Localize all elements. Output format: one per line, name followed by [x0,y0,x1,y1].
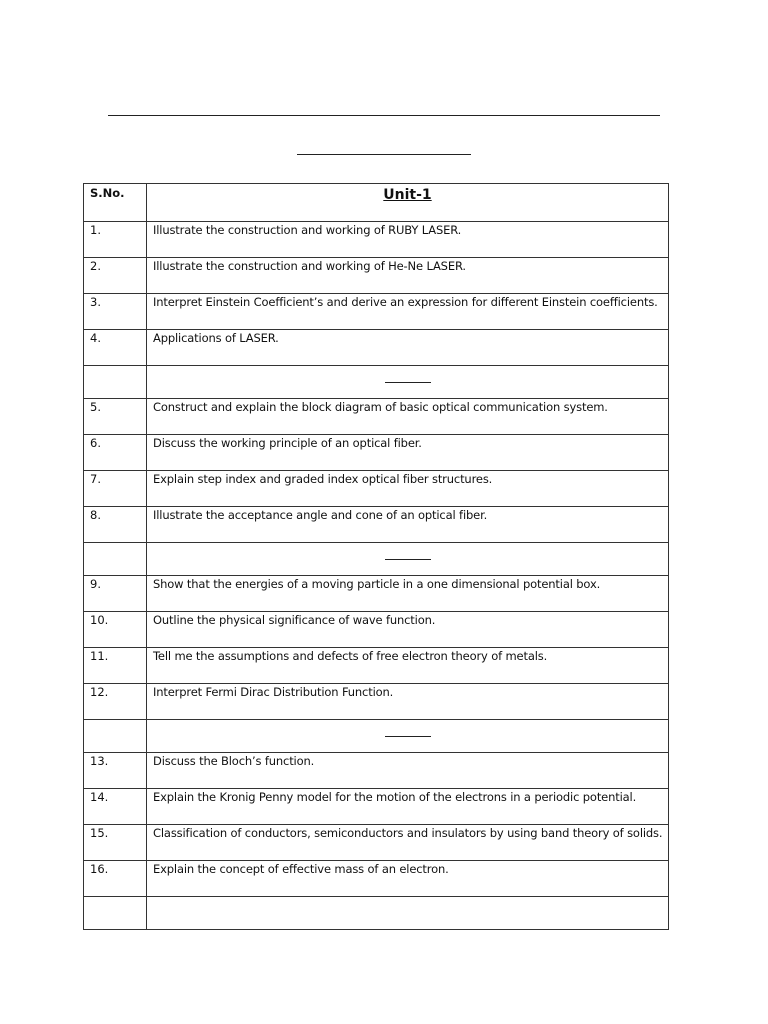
question-row [84,861,669,897]
question-number: 2. [84,258,147,294]
question-text: Discuss the working principle of an optical fiber. [147,435,669,471]
question-text: Discuss the Bloch’s function. [147,753,669,789]
table-header-row [84,184,669,222]
question-text: Tell me the assumptions and defects of free electron theory of metals. [147,648,669,684]
question-row [84,507,669,543]
question-row [84,825,669,861]
question-number: 5. [84,399,147,435]
question-number: 7. [84,471,147,507]
separator-empty-cell [84,897,147,930]
separator-cell [147,543,669,576]
question-row [84,612,669,648]
separator-cell [147,720,669,753]
question-row [84,789,669,825]
separator-empty-cell [84,543,147,576]
question-row [84,294,669,330]
separator-empty-cell [84,366,147,399]
separator-empty-cell [84,720,147,753]
question-number: 8. [84,507,147,543]
section-heading-line [385,736,431,737]
question-number: 3. [84,294,147,330]
question-row [84,330,669,366]
section-heading-line [385,382,431,383]
question-text: Illustrate the acceptance angle and cone of an optical fiber. [147,507,669,543]
question-row [84,684,669,720]
question-number: 4. [84,330,147,366]
question-text: Explain the Kronig Penny model for the motion of the electrons in a periodic potential. [147,789,669,825]
question-row [84,258,669,294]
question-number: 6. [84,435,147,471]
question-text: Interpret Einstein Coefficient’s and derive an expression for different Einstein coefficients. [147,294,669,330]
question-text: Applications of LASER. [147,330,669,366]
question-text: Illustrate the construction and working of RUBY LASER. [147,222,669,258]
question-text: Classification of conductors, semiconductors and insulators by using band theory of solids. [147,825,669,861]
question-row [84,471,669,507]
unit-heading: Unit-1 [383,187,432,203]
question-text: Explain the concept of effective mass of an electron. [147,861,669,897]
question-text: Show that the energies of a moving particle in a one dimensional potential box. [147,576,669,612]
section-heading-line [385,559,431,560]
separator-cell [147,897,669,930]
section-separator-row [84,366,669,399]
question-number: 14. [84,789,147,825]
question-text: Explain step index and graded index optical fiber structures. [147,471,669,507]
question-number: 15. [84,825,147,861]
top-horizontal-rule [108,115,660,116]
question-table-body [84,184,669,930]
question-text: Outline the physical significance of wave function. [147,612,669,648]
question-text: Interpret Fermi Dirac Distribution Function. [147,684,669,720]
section-separator-row [84,897,669,930]
question-number: 1. [84,222,147,258]
question-number: 13. [84,753,147,789]
subtitle-horizontal-rule [297,154,471,155]
section-separator-row [84,720,669,753]
separator-cell [147,366,669,399]
question-table [83,183,669,930]
question-row [84,753,669,789]
question-row [84,435,669,471]
question-number: 9. [84,576,147,612]
sno-column-header: S.No. [84,184,147,222]
question-number: 10. [84,612,147,648]
question-number: 12. [84,684,147,720]
question-row [84,648,669,684]
question-row [84,399,669,435]
question-text: Construct and explain the block diagram of basic optical communication system. [147,399,669,435]
question-number: 11. [84,648,147,684]
question-row [84,576,669,612]
question-number: 16. [84,861,147,897]
question-row [84,222,669,258]
section-separator-row [84,543,669,576]
unit-heading-cell [147,184,669,222]
question-text: Illustrate the construction and working of He-Ne LASER. [147,258,669,294]
